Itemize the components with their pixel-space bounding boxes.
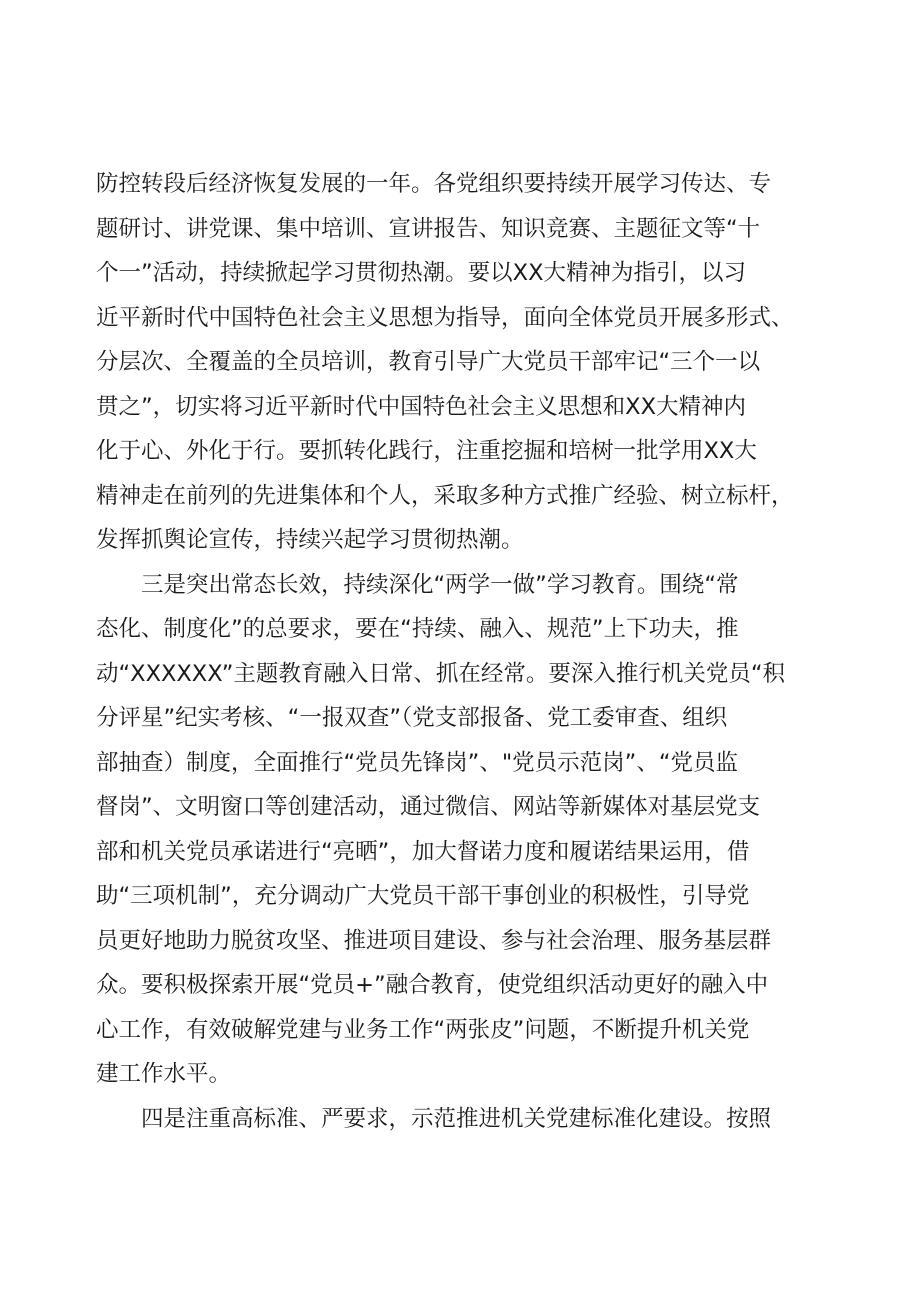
text-line: 分评星”纪实考核、“一报双查”（党支部报备、党工委审查、组织	[96, 705, 728, 731]
text-line: 建工作水平。	[96, 1061, 232, 1087]
text-line: 动“XXXXXX”主题教育融入日常、抓在经常。要深入推行机关党员“积	[96, 660, 786, 687]
text-line: 部和机关党员承诺进行“亮晒”，加大督诺力度和履诺结果运用，借	[96, 838, 750, 865]
text-line: 助“三项机制”，充分调动广大党员干部干事创业的积极性，引导党	[96, 883, 750, 909]
text-line: 员更好地助力脱贫攻坚、推进项目建设、参与社会治理、服务基层群	[96, 927, 772, 954]
text-line: 贯之”，切实将习近平新时代中国特色社会主义思想和XX大精神内	[96, 393, 746, 420]
text-line: 题研讨、讲党课、集中培训、宣讲报告、知识竞赛、主题征文等“十	[96, 215, 761, 242]
text-line: 防控转段后经济恢复发展的一年。各党组织要持续开展学习传达、专	[96, 171, 772, 197]
text-line: 四是注重高标准、严要求，示范推进机关党建标准化建设。按照	[96, 1105, 772, 1132]
text-line: 督岗”、文明窗口等创建活动，通过微信、网站等新媒体对基层党支	[96, 794, 761, 820]
text-line: 分层次、全覆盖的全员培训，教育引导广大党员干部牢记“三个一以	[96, 349, 761, 375]
text-line: 个一”活动，持续掀起学习贯彻热潮。要以XX大精神为指引，以习	[96, 260, 746, 286]
text-line: 近平新时代中国特色社会主义思想为指导，面向全体党员开展多形式、	[96, 304, 794, 331]
text-line: 部抽查）制度，全面推行“党员先锋岗”、"党员示范岗”、“党员监	[96, 749, 738, 776]
text-line: 精神走在前列的先进集体和个人，采取多种方式推广经验、树立标杆，	[96, 482, 794, 509]
text-line: 心工作，有效破解党建与业务工作“两张皮”问题，不断提升机关党	[96, 1016, 750, 1043]
paragraph-3	[96, 1097, 836, 1142]
document-body	[96, 162, 836, 1141]
text-line: 化于心、外化于行。要抓转化践行，注重挖掘和培树一批学用XX大	[96, 438, 757, 464]
paragraph-2	[96, 563, 836, 1097]
text-line: 态化、制度化”的总要求，要在“持续、融入、规范”上下功夫，推	[96, 616, 739, 642]
paragraph-1	[96, 162, 836, 563]
text-line: 发挥抓舆论宣传，持续兴起学习贯彻热潮。	[96, 527, 524, 553]
text-line: 三是突出常态长效，持续深化“两学一做”学习教育。围绕“常	[96, 571, 739, 598]
text-line: 众。要积极探索开展“党员+”融合教育，使党组织活动更好的融入中	[96, 972, 769, 998]
